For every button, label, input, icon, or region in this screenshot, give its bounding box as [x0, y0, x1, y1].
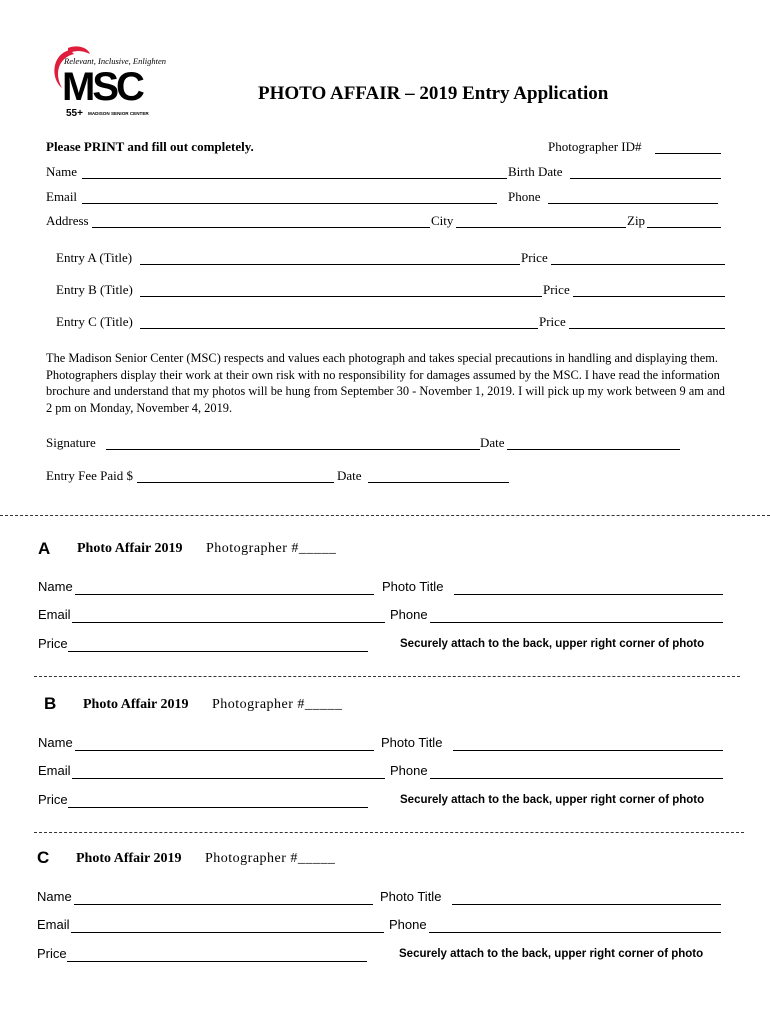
- name-label: Name: [46, 164, 78, 179]
- zip-field[interactable]: [647, 227, 721, 228]
- logo-graphic: [48, 44, 166, 122]
- slip-a-photographer: Photographer #_____: [206, 541, 337, 556]
- entry-a-price-field[interactable]: [551, 264, 725, 265]
- slip-b-price-field[interactable]: [68, 807, 368, 808]
- slip-c-photographer: Photographer #_____: [205, 851, 336, 866]
- entry-c-price-field[interactable]: [569, 328, 725, 329]
- name-field[interactable]: [82, 178, 507, 179]
- entry-b-price-field[interactable]: [573, 296, 725, 297]
- entry-c-label: Entry C (Title): [56, 314, 133, 329]
- phone-label: Phone: [508, 189, 541, 204]
- slip-c-title: Photo Affair 2019: [76, 851, 182, 866]
- logo-text: MSC: [62, 65, 142, 109]
- zip-label: Zip: [627, 213, 646, 228]
- entry-c-title-field[interactable]: [140, 328, 538, 329]
- email-field[interactable]: [82, 203, 497, 204]
- cut-line-a: [0, 515, 770, 516]
- page-title: PHOTO AFFAIR – 2019 Entry Application: [258, 83, 609, 104]
- entry-a-label: Entry A (Title): [56, 250, 133, 265]
- entry-fee-date-label: Date: [337, 468, 362, 483]
- slip-a-photo-title-label: Photo Title: [382, 579, 444, 594]
- slip-a-email-label: Email: [38, 607, 71, 622]
- slip-b-letter: B: [44, 694, 57, 713]
- slip-c-name-label: Name: [37, 889, 72, 904]
- slip-a-photo-title-field[interactable]: [454, 594, 723, 595]
- cut-line-c: [34, 832, 744, 833]
- entry-fee-date-field[interactable]: [368, 482, 509, 483]
- photographer-id-field[interactable]: [655, 153, 721, 154]
- cut-line-b: [34, 676, 740, 677]
- entry-a-price-label: Price: [521, 250, 548, 265]
- slip-c-note: Securely attach to the back, upper right corner of photo: [399, 948, 704, 960]
- slip-a-phone-label: Phone: [390, 607, 428, 622]
- signature-date-label: Date: [480, 435, 505, 450]
- photographer-id-label: Photographer ID#: [548, 139, 642, 154]
- slip-b-email-field[interactable]: [72, 778, 385, 779]
- slip-b-note: Securely attach to the back, upper right corner of photo: [400, 794, 705, 806]
- logo-subtext: MADISON SENIOR CENTER: [88, 111, 149, 116]
- instruction-text: Please PRINT and fill out completely.: [46, 139, 254, 154]
- slip-a-phone-field[interactable]: [430, 622, 723, 623]
- slip-b-photo-title-label: Photo Title: [381, 735, 443, 750]
- birth-date-label: Birth Date: [508, 164, 563, 179]
- slip-c-phone-field[interactable]: [429, 932, 721, 933]
- entry-a-title-field[interactable]: [140, 264, 520, 265]
- slip-b-photo-title-field[interactable]: [453, 750, 723, 751]
- msc-logo: [48, 44, 166, 122]
- birth-date-field[interactable]: [570, 178, 721, 179]
- slip-b-photographer: Photographer #_____: [212, 697, 343, 712]
- slip-b-name-label: Name: [38, 735, 73, 750]
- slip-a-note: Securely attach to the back, upper right corner of photo: [400, 638, 705, 650]
- entry-c-price-label: Price: [539, 314, 566, 329]
- entry-fee-field[interactable]: [137, 482, 334, 483]
- entry-b-price-label: Price: [543, 282, 570, 297]
- slip-c-price-field[interactable]: [67, 961, 367, 962]
- slip-c-price-label: Price: [37, 946, 67, 961]
- city-label: City: [431, 213, 454, 228]
- signature-field[interactable]: [106, 449, 480, 450]
- slip-c-letter: C: [37, 848, 50, 867]
- slip-b-title: Photo Affair 2019: [83, 697, 189, 712]
- slip-c-email-label: Email: [37, 917, 70, 932]
- signature-label: Signature: [46, 435, 96, 450]
- slip-b-name-field[interactable]: [75, 750, 374, 751]
- release-paragraph: The Madison Senior Center (MSC) respects and values each photograph and takes special precautions in handling and displaying them. Photographers display their work at their own risk with no responsibility for damages assumed by the MSC. I have read the information brochure and understand that my photos will be hung from September 30 - November 1, 2019. I will pick up my work between 9 am and 2 pm on Monday, November 4, 2019.: [46, 351, 725, 415]
- slip-c-photo-title-field[interactable]: [452, 904, 721, 905]
- city-field[interactable]: [456, 227, 626, 228]
- slip-a-name-field[interactable]: [75, 594, 374, 595]
- slip-c-name-field[interactable]: [74, 904, 373, 905]
- address-field[interactable]: [92, 227, 430, 228]
- slip-b-email-label: Email: [38, 763, 71, 778]
- slip-a-email-field[interactable]: [72, 622, 385, 623]
- slip-c-photo-title-label: Photo Title: [380, 889, 442, 904]
- signature-date-field[interactable]: [507, 449, 680, 450]
- slip-a-price-label: Price: [38, 636, 68, 651]
- slip-a-name-label: Name: [38, 579, 73, 594]
- slip-b-phone-field[interactable]: [430, 778, 723, 779]
- slip-c-email-field[interactable]: [71, 932, 384, 933]
- slip-b-price-label: Price: [38, 792, 68, 807]
- logo-tagline: Relevant, Inclusive, Enlightened: [64, 56, 166, 66]
- slip-b-phone-label: Phone: [390, 763, 428, 778]
- logo-badge: 55+: [66, 108, 83, 119]
- slip-a-price-field[interactable]: [68, 651, 368, 652]
- entry-fee-label: Entry Fee Paid $: [46, 468, 134, 483]
- entry-b-title-field[interactable]: [140, 296, 542, 297]
- entry-b-label: Entry B (Title): [56, 282, 133, 297]
- slip-a-title: Photo Affair 2019: [77, 541, 183, 556]
- slip-c-phone-label: Phone: [389, 917, 427, 932]
- phone-field[interactable]: [548, 203, 718, 204]
- slip-a-letter: A: [38, 539, 51, 558]
- address-label: Address: [46, 213, 89, 228]
- email-label: Email: [46, 189, 78, 204]
